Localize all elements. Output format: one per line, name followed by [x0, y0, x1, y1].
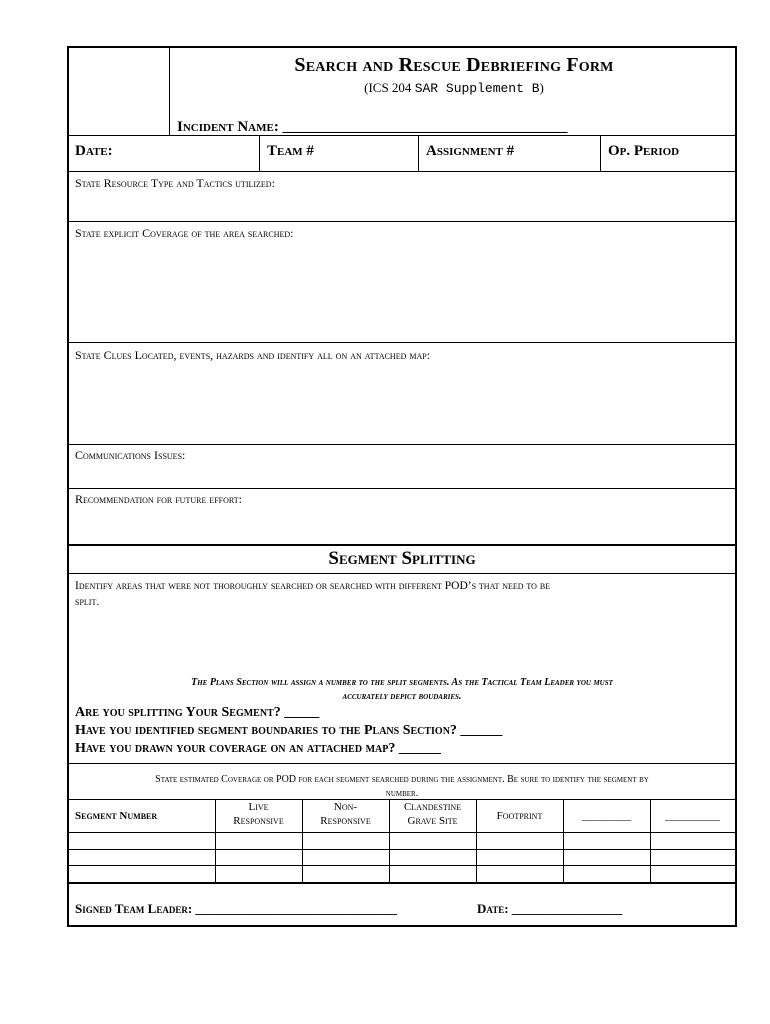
header-blank-1[interactable]: _________ [581, 810, 632, 822]
plans-note-line2: accurately depict boudaries. [342, 691, 462, 702]
questions-divider [69, 763, 735, 764]
question-boundaries[interactable]: Have you identified segment boundaries to the Plans Section? ______ [75, 723, 503, 738]
split-instruction [75, 578, 731, 610]
recommendation-label: Recommendation for future effort: [75, 492, 242, 506]
subtitle-suffix: ) [539, 80, 544, 95]
clandestine-line1: Clandestine [403, 801, 462, 813]
coverage-table-instruction [69, 773, 735, 801]
table-bottom [69, 882, 735, 884]
coverage-label: State explicit Coverage of the area searched: [75, 226, 294, 240]
plans-note-line1: The Plans Section will assign a number to the split segments. As the Tactical Team Leader you must [191, 677, 613, 688]
clandestine-line2: Grave Site [407, 815, 458, 827]
split-area[interactable] [69, 614, 735, 674]
question-splitting[interactable]: Are you splitting Your Segment? _____ [75, 705, 320, 720]
header-non-responsive [302, 800, 389, 828]
communications-area[interactable] [69, 462, 735, 488]
op-period-label[interactable]: Op. Period [608, 143, 680, 159]
header-divider [69, 135, 735, 136]
subtitle-prefix: (ICS 204 [364, 80, 415, 95]
debriefing-form [67, 46, 737, 927]
live-line2: Responsive [233, 815, 284, 827]
split-instruction-line2: split. [75, 596, 100, 608]
clues-area[interactable] [69, 362, 735, 444]
split-instruction-line1: Identify areas that were not thoroughly searched or searched with different POD’s that need to be [75, 580, 551, 592]
form-title: Search and Rescue Debriefing Form [294, 54, 614, 76]
divider-resource [69, 221, 735, 222]
clues-label: State Clues Located, events, hazards and identify all on an attached map: [75, 348, 431, 362]
divider-coverage [69, 342, 735, 343]
info-divider-1 [259, 135, 260, 171]
header-footprint: Footprint [496, 810, 543, 822]
non-line1: Non- [333, 801, 358, 813]
divider-communications [69, 488, 735, 489]
plans-note [69, 676, 735, 704]
subtitle-supplement: SAR Supplement B [414, 81, 540, 96]
coverage-area[interactable] [69, 240, 735, 342]
question-map[interactable]: Have you drawn your coverage on an attached map? ______ [75, 741, 441, 756]
recommendation-area[interactable] [69, 506, 735, 544]
date-label[interactable]: Date: [75, 143, 113, 159]
info-divider-2 [418, 135, 419, 171]
footer-date[interactable]: Date: _________________ [477, 901, 623, 916]
info-divider-3 [600, 135, 601, 171]
coverage-instruction-line1: State estimated Coverage or POD for each segment searched during the assignment. Be sure to identify the segment by [155, 774, 649, 785]
table-row[interactable] [69, 833, 735, 848]
segment-title-divider [69, 573, 735, 574]
info-row-bottom [69, 171, 735, 172]
incident-name-label[interactable]: Incident Name: ______________________________________ [177, 119, 568, 135]
signed-team-leader[interactable]: Signed Team Leader: _______________________________ [75, 901, 397, 916]
non-line2: Responsive [320, 815, 371, 827]
resource-type-area[interactable] [69, 188, 735, 221]
header-clandestine-grave [389, 800, 476, 828]
divider-clues [69, 444, 735, 445]
team-label[interactable]: Team # [267, 143, 314, 159]
coverage-instruction-line2: number. [385, 788, 419, 799]
form-subtitle [169, 80, 739, 96]
resource-type-label: State Resource Type and Tactics utilized: [75, 176, 275, 190]
assignment-label[interactable]: Assignment # [426, 143, 515, 159]
divider-recommendation [69, 544, 735, 546]
header-blank-2[interactable]: __________ [665, 810, 720, 822]
table-row[interactable] [69, 850, 735, 865]
live-line1: Live [248, 801, 269, 813]
table-row[interactable] [69, 866, 735, 881]
communications-label: Communications Issues: [75, 448, 186, 462]
segment-splitting-title: Segment Splitting [328, 548, 476, 569]
header-segment-number: Segment Number [75, 810, 158, 822]
header-live-responsive [215, 800, 302, 828]
